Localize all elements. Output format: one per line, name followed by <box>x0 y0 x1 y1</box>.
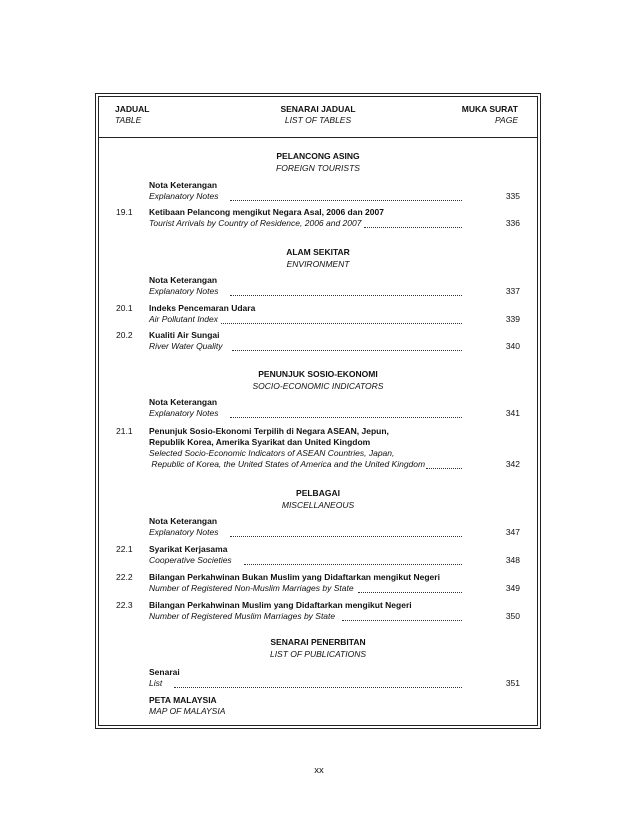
section-title: PELANCONG ASING <box>276 151 360 161</box>
entry-subtitle: River Water Quality <box>149 341 223 351</box>
entry-page: 347 <box>505 527 520 537</box>
entry-subtitle: Tourist Arrivals by Country of Residence, 2006 and 2007 <box>149 218 362 228</box>
header-col-table <box>115 104 149 126</box>
entry-title: Kualiti Air Sungai <box>149 330 220 340</box>
entry-title: Nota Keterangan <box>149 516 218 526</box>
entry-page: 339 <box>505 314 520 324</box>
entry-subtitle: Number of Registered Non-Muslim Marriages by State <box>149 583 354 593</box>
section-title: PELBAGAI <box>296 488 340 498</box>
section-heading <box>98 150 538 174</box>
entry-title: Nota Keterangan <box>149 180 218 190</box>
entry-subtitle: Number of Registered Muslim Marriages by State <box>149 611 336 621</box>
leader-dots <box>342 620 462 621</box>
page-number: xx <box>314 765 324 776</box>
leader-dots <box>244 564 462 565</box>
entry-page: 342 <box>505 459 520 469</box>
header-col-table-label: JADUAL <box>115 104 150 114</box>
section-title: PENUNJUK SOSIO-EKONOMI <box>258 369 378 379</box>
header-col-list-label-en: LIST OF TABLES <box>284 115 352 125</box>
entry-subtitle: Air Pollutant Index <box>149 314 218 324</box>
entry-title: Bilangan Perkahwinan Muslim yang Didaftarkan mengikut Negeri <box>149 600 412 610</box>
section-heading <box>98 246 538 270</box>
entry-title: Nota Keterangan <box>149 275 218 285</box>
entry-page: 348 <box>505 555 520 565</box>
section-heading <box>98 487 538 511</box>
entry-number: 22.2 <box>116 572 133 582</box>
entry-number: 20.1 <box>116 303 133 313</box>
entry-page: 336 <box>505 218 520 228</box>
leader-dots <box>221 323 462 324</box>
header-col-table-label-en: TABLE <box>115 115 142 125</box>
entry-number: 22.1 <box>116 544 133 554</box>
leader-dots <box>364 227 462 228</box>
leader-dots <box>358 592 462 593</box>
header-col-page <box>462 104 518 126</box>
section-title-en: SOCIO-ECONOMIC INDICATORS <box>252 381 384 391</box>
entry-subtitle: Explanatory Notes <box>149 286 219 296</box>
section-title-en: FOREIGN TOURISTS <box>276 163 360 173</box>
section-title: ALAM SEKITAR <box>286 247 350 257</box>
entry-title: Indeks Pencemaran Udara <box>149 303 256 313</box>
entry-page: 350 <box>505 611 520 621</box>
section-title-en: MISCELLANEOUS <box>281 500 355 510</box>
entry-number: 21.1 <box>116 426 133 436</box>
entry-subtitle: Explanatory Notes <box>149 191 219 201</box>
leader-dots <box>230 295 462 296</box>
entry-title-line-2: Republik Korea, Amerika Syarikat dan United Kingdom <box>149 437 371 447</box>
entry-subtitle: MAP OF MALAYSIA <box>149 706 226 716</box>
header-col-list-label: SENARAI JADUAL <box>280 104 356 114</box>
entry-number: 22.3 <box>116 600 133 610</box>
entry-page: 337 <box>505 286 520 296</box>
entry-title: Syarikat Kerjasama <box>149 544 228 554</box>
entry-title: Penunjuk Sosio-Ekonomi Terpilih di Negara ASEAN, Jepun, <box>149 426 389 436</box>
entry-subtitle: Selected Socio-Economic Indicators of ASEAN Countries, Japan, <box>149 448 395 458</box>
header-rule <box>98 137 538 138</box>
leader-dots <box>230 536 462 537</box>
leader-dots <box>426 468 462 469</box>
entry-page: 351 <box>505 678 520 688</box>
section-heading <box>98 636 538 660</box>
leader-dots <box>232 350 462 351</box>
leader-dots <box>174 687 462 688</box>
entry-page: 340 <box>505 341 520 351</box>
section-title-en: LIST OF PUBLICATIONS <box>269 649 367 659</box>
leader-dots <box>230 200 462 201</box>
entry-title: Nota Keterangan <box>149 397 218 407</box>
header-col-list <box>218 104 418 126</box>
entry-page: 341 <box>505 408 520 418</box>
entry-title: Senarai <box>149 667 180 677</box>
entry-number: 19.1 <box>116 207 133 217</box>
entry-number: 20.2 <box>116 330 133 340</box>
entry-subtitle: Explanatory Notes <box>149 408 219 418</box>
entry-subtitle: Explanatory Notes <box>149 527 219 537</box>
header-col-page-label: MUKA SURAT <box>461 104 518 114</box>
entry-subtitle: List <box>149 678 163 688</box>
section-title-en: ENVIRONMENT <box>286 259 350 269</box>
leader-dots <box>230 417 462 418</box>
entry-subtitle-line-2: Republic of Korea, the United States of America and the United Kingdom <box>149 459 426 469</box>
entry-title: Ketibaan Pelancong mengikut Negara Asal, 2006 dan 2007 <box>149 207 384 217</box>
entry-subtitle: Cooperative Societies <box>149 555 232 565</box>
entry-title: Bilangan Perkahwinan Bukan Muslim yang Didaftarkan mengikut Negeri <box>149 572 440 582</box>
entry-page: 349 <box>505 583 520 593</box>
section-title: SENARAI PENERBITAN <box>270 637 366 647</box>
section-heading <box>98 368 538 392</box>
entry-title: PETA MALAYSIA <box>149 695 217 705</box>
entry-page: 335 <box>505 191 520 201</box>
header-col-page-label-en: PAGE <box>495 115 518 125</box>
